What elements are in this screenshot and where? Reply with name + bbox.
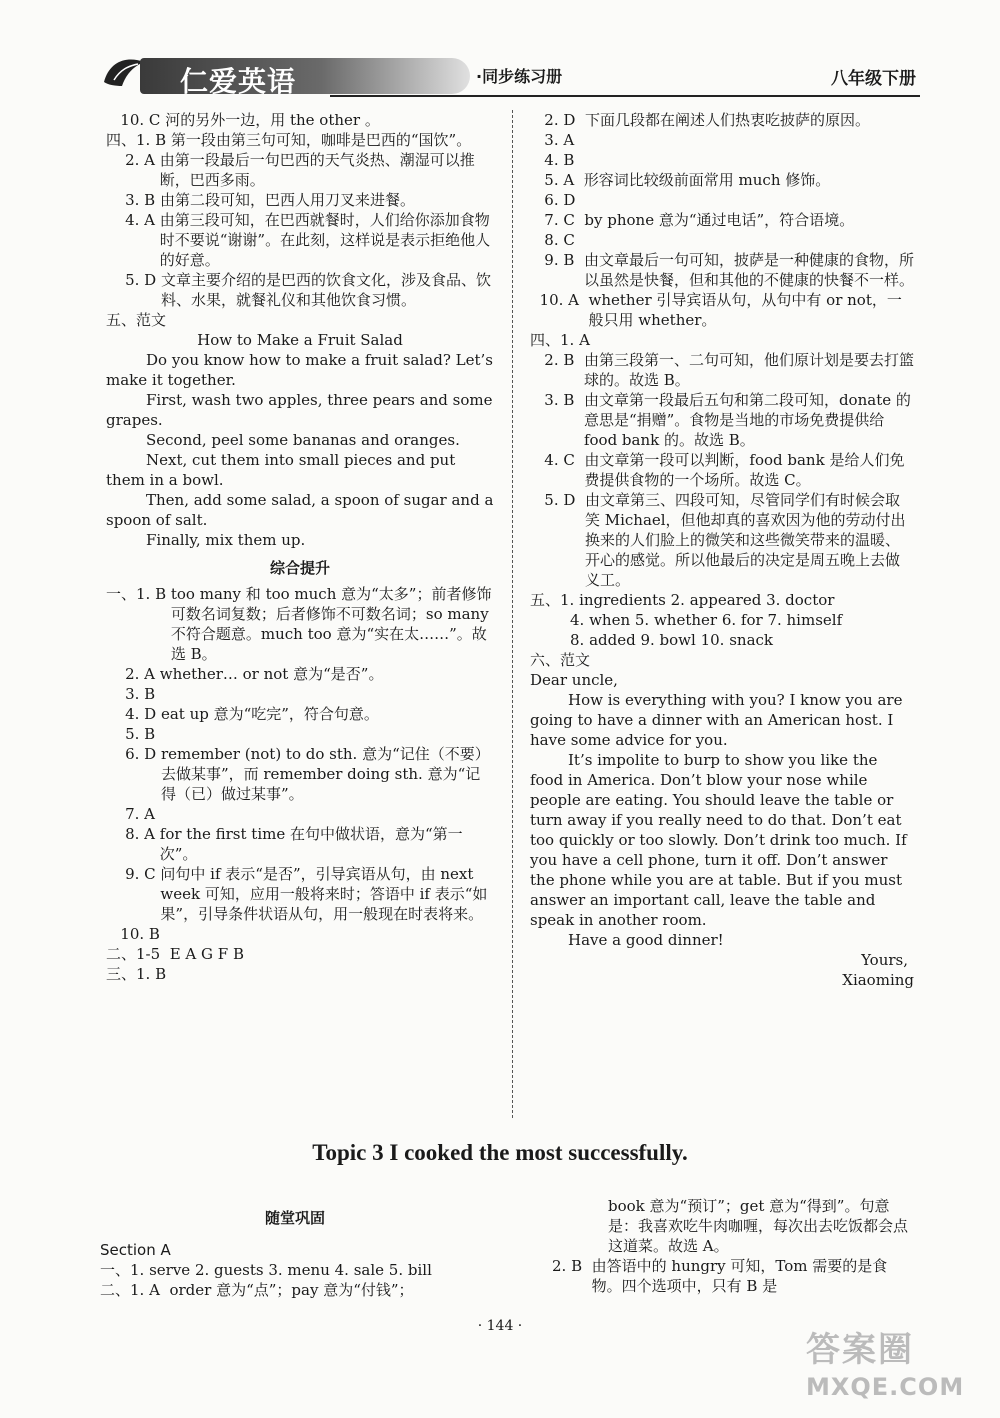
letter-greeting: Dear uncle,	[530, 671, 618, 689]
letter-paragraph: It’s impolite to burp to show you like the food in America. Don’t blow your nose while people are eating. You should leave the table or turn away if you really need to do that. Don’t eat too quickly or too slowly. Don’t drink too much. If you have a cell phone, turn it off. Don’t answer the phone while you are at table. But if you must answer an important call, leave the table and speak in another room.	[530, 751, 907, 929]
left-column	[106, 110, 494, 984]
essay-label: 五、范文	[106, 311, 167, 329]
answer-item: 8. C	[530, 231, 585, 249]
essay-paragraph: Do you know how to make a fruit salad? Let’s make it together.	[106, 351, 493, 389]
letter-paragraph: How is everything with you? I know you are going to have a dinner with an American host. I have some advice for you.	[530, 691, 903, 749]
essay-paragraph: Next, cut them into small pieces and put them in a bowl.	[106, 451, 456, 489]
essay-paragraph: First, wash two apples, three pears and some grapes.	[106, 391, 493, 429]
answer-item: 4. B	[530, 151, 584, 169]
fill-answers: 4. when 5. whether 6. for 7. himself	[570, 611, 843, 629]
answer-item: 四、1. B 第一段由第三句可知，咖啡是巴西的“国饮”。	[106, 131, 472, 149]
column-divider	[512, 110, 513, 1118]
page-number: · 144 ·	[477, 1318, 523, 1334]
answer-item: 6. D	[530, 191, 585, 209]
answer-continuation: book 意为“预订”；get 意为“得到”。句意是：我喜欢吃牛肉咖喱，每次出去吃饭都会点这道菜。故选 A。	[608, 1197, 909, 1255]
fill-answers: 8. added 9. bowl 10. snack	[570, 631, 774, 649]
answer-item: 5. B	[106, 725, 160, 743]
answer-item: 一、1. B too many 和 too much 意为“太多”；前者修饰可数名词复数；后者修饰不可数名词；so many 不符合题意。much too 意为“实在太……”。故选 B。	[106, 585, 492, 663]
essay-paragraph: Second, peel some bananas and oranges.	[146, 431, 460, 449]
topic-heading: Topic 3 I cooked the most successfully.	[312, 1140, 688, 1165]
answer-item: 10. A whether 引导宾语从句，从句中有 or not，一般只用 whether。	[530, 291, 902, 329]
fill-answers: 五、1. ingredients 2. appeared 3. doctor	[530, 591, 835, 609]
section-title: 随堂巩固	[264, 1209, 325, 1227]
brand-title: 仁爱英语	[180, 65, 297, 98]
vocab-answers: 一、1. serve 2. guests 3. menu 4. sale 5. bill	[100, 1261, 432, 1279]
answer-item: 四、1. A	[530, 331, 595, 349]
answer-item: 2. A 由第一段最后一句巴西的天气炎热、潮湿可以推断，巴西多雨。	[106, 151, 475, 189]
answer-item: 2. A whether… or not 意为“是否”。	[106, 665, 384, 683]
answer-item: 4. C 由文章第一段可以判断，food bank 是给人们免费提供食物的一个场所。故选 C。	[530, 451, 905, 489]
essay-paragraph: Then, add some salad, a spoon of sugar and a spoon of salt.	[106, 491, 494, 529]
answer-item: 10. C 河的另外一边，用 the other 。	[106, 111, 380, 129]
section-title: 综合提升	[269, 559, 330, 577]
answer-item: 9. B 由文章最后一句可知，披萨是一种健康的食物，所以虽然是快餐，但和其他的不健康的快餐不一样。	[530, 251, 914, 289]
answer-item: 3. B	[106, 685, 160, 703]
answer-item: 10. B	[106, 925, 165, 943]
answer-item: 三、1. B	[106, 965, 171, 983]
answer-item: 4. D eat up 意为“吃完”，符合句意。	[106, 705, 379, 723]
watermark-url: MXQE.COM	[806, 1373, 965, 1401]
letter-signature: Xiaoming	[842, 971, 914, 989]
answer-item: 2. B 由第三段第一、二句可知，他们原计划是要去打篮球的。故选 B。	[530, 351, 914, 389]
answer-item: 二、1-5 E A G F B	[106, 945, 244, 963]
grade-label: 八年级下册	[831, 69, 916, 89]
answer-item: 3. B 由第二段可知，巴西人用刀叉来进餐。	[106, 191, 415, 209]
essay-title: How to Make a Fruit Salad	[197, 331, 403, 349]
header-rule	[330, 95, 920, 97]
bottom-left-column	[100, 1208, 490, 1300]
watermark-text: 答案圈	[806, 1330, 914, 1370]
section-label: Section A	[100, 1241, 171, 1259]
answer-item: 二、1. A order 意为“点”；pay 意为“付钱”；	[100, 1281, 414, 1299]
book-subtitle: ·同步练习册	[476, 67, 563, 86]
answer-item: 5. D 文章主要介绍的是巴西的饮食文化，涉及食品、饮料、水果，就餐礼仪和其他饮食习惯。	[106, 271, 491, 309]
answer-item: 8. A for the first time 在句中做状语，意为“第一次”。	[106, 825, 463, 863]
answer-item: 3. B 由文章第一段最后五句和第二段可知，donate 的意思是“捐赠”。食物是当地的市场免费提供给 food bank 的。故选 B。	[530, 391, 911, 449]
essay-paragraph: Finally, mix them up.	[146, 531, 306, 549]
answer-item: 5. D 由文章第三、四段可知，尽管同学们有时候会取笑 Michael，但他却真的喜欢因为他的劳动付出换来的人们脸上的微笑和这些微笑带来的温暖、开心的感觉。所以他最后的决定是周五晚上去做义工。	[530, 491, 906, 589]
letter-closing: Yours,	[861, 951, 908, 969]
answer-item: 3. A	[530, 131, 584, 149]
answer-item: 9. C 问句中 if 表示“是否”，引导宾语从句，由 next week 可知，应用一般将来时；答语中 if 表示“如果”，引导条件状语从句，用一般现在时表将来。	[106, 865, 488, 923]
answer-item: 2. B 由答语中的 hungry 可知，Tom 需要的是食物。四个选项中，只有 B 是	[552, 1257, 888, 1295]
answer-item: 7. C by phone 意为“通过电话”，符合语境。	[530, 211, 855, 229]
bottom-right-column	[552, 1196, 914, 1296]
letter-paragraph: Have a good dinner!	[568, 931, 724, 949]
right-column	[530, 110, 914, 990]
answer-item: 6. D remember (not) to do sth. 意为“记住（不要）去做某事”，而 remember doing sth. 意为“记得（已）做过某事”。	[106, 745, 490, 803]
answer-item: 2. D 下面几段都在阐述人们热衷吃披萨的原因。	[530, 111, 870, 129]
watermark	[806, 1322, 986, 1412]
page-header	[100, 52, 920, 102]
answer-item: 4. A 由第三段可知，在巴西就餐时，人们给你添加食物时不要说“谢谢”。在此刻，这样说是表示拒绝他人的好意。	[106, 211, 491, 269]
essay-label: 六、范文	[530, 651, 591, 669]
answer-item: 5. A 形容词比较级前面常用 much 修饰。	[530, 171, 831, 189]
answer-item: 7. A	[106, 805, 160, 823]
